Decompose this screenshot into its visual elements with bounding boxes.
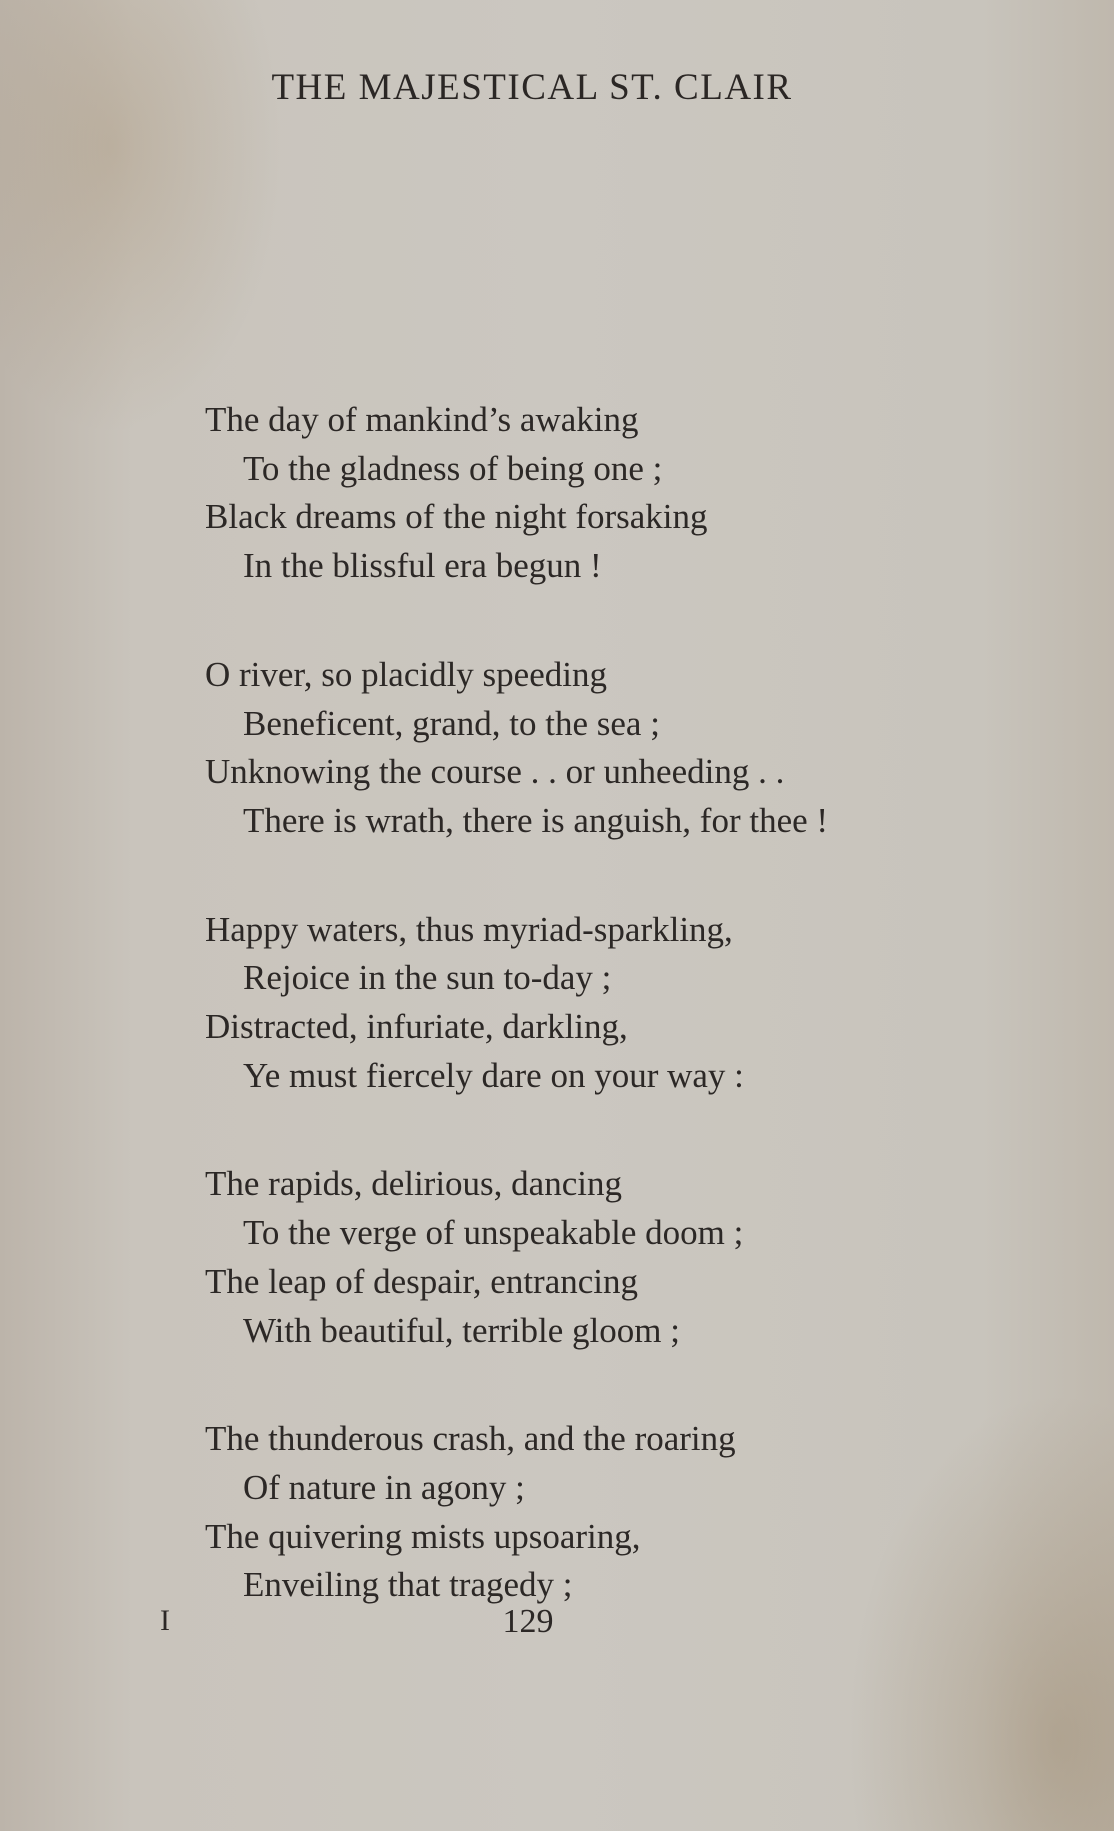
poem-line: There is wrath, there is anguish, for thee ! [243, 800, 829, 840]
poem-line: Enveiling that tragedy ; [243, 1565, 573, 1605]
poem-line: Happy waters, thus myriad-sparkling, [205, 909, 733, 949]
poem-line: Rejoice in the sun to-day ; [243, 958, 612, 998]
poem-line: In the blissful era begun ! [243, 546, 602, 586]
poem-line: Unknowing the course . . or unheeding . . [205, 752, 785, 792]
stanza-2 [205, 651, 985, 846]
poem-line: To the verge of unspeakable doom ; [243, 1213, 744, 1253]
poem-line: Ye must fiercely dare on your way : [243, 1055, 744, 1095]
poem-line: Black dreams of the night forsaking [205, 497, 708, 537]
poem-line: The leap of despair, entrancing [205, 1261, 638, 1301]
poem-line: Distracted, infuriate, darkling, [205, 1007, 628, 1047]
stanza-3 [205, 906, 985, 1101]
poem-line: To the gladness of being one ; [243, 448, 663, 488]
poem-line: The day of mankind’s awaking [205, 400, 639, 439]
poem-line: With beautiful, terrible gloom ; [243, 1310, 680, 1350]
poem-line: Beneficent, grand, to the sea ; [243, 703, 660, 743]
signature-mark: I [160, 1604, 170, 1637]
poem-line: The rapids, delirious, dancing [205, 1164, 622, 1204]
poem-line: The quivering mists upsoaring, [205, 1516, 641, 1556]
stanza-1 [205, 396, 985, 591]
poem-line: O river, so placidly speeding [205, 654, 607, 694]
poem-body [205, 396, 985, 1670]
page-number: 129 [502, 1603, 554, 1640]
stanza-4 [205, 1160, 985, 1355]
stanza-5 [205, 1415, 985, 1610]
poem-line: Of nature in agony ; [243, 1467, 525, 1507]
running-title: THE MAJESTICAL ST. CLAIR [271, 67, 793, 108]
poem-line: The thunderous crash, and the roaring [205, 1419, 736, 1459]
